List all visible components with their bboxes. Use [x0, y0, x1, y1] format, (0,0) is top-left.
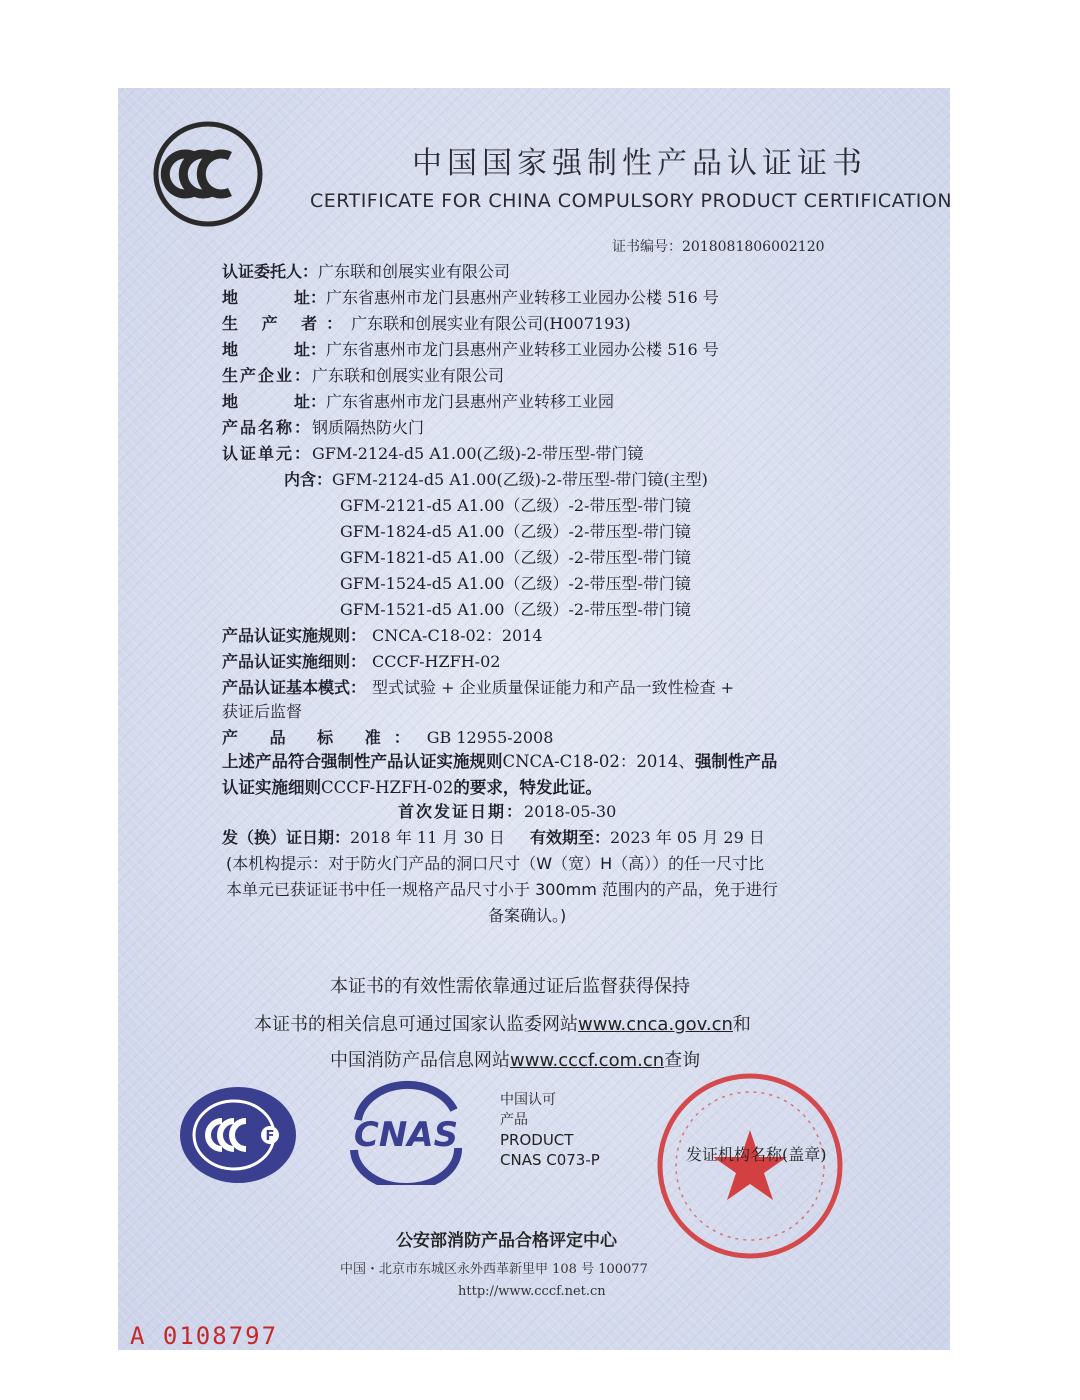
cnas-line: 中国认可 [500, 1092, 556, 1108]
validity-text: 中国消防产品信息网站 [330, 1050, 510, 1071]
content-item: GFM-1521-d5 A1.00（乙级）-2-带压型-带门镜 [340, 600, 691, 619]
producer-address-row [222, 340, 719, 360]
mode-label: 产品认证基本模式： [222, 678, 367, 697]
cccf-link[interactable]: www.cccf.com.cn [510, 1050, 665, 1071]
producer-label: 生 产 者： [222, 314, 352, 333]
expire-date-label: 有效期至： [529, 828, 610, 847]
standard-row [222, 728, 553, 748]
standard-label: 产 品 标 准： [222, 728, 423, 747]
statement-text: 强制性产品 [694, 752, 778, 771]
cnas-line: 产品 [500, 1112, 528, 1128]
validity-line-2 [254, 1010, 751, 1036]
client-value: 广东联和创展实业有限公司 [318, 262, 511, 281]
statement-text: 的要求，特发此证。 [453, 778, 602, 797]
standard-value: GB 12955-2008 [426, 728, 554, 747]
first-issue-value: 2018-05-30 [524, 802, 617, 821]
cnas-accreditation-text [500, 1090, 600, 1170]
producer-address: 广东省惠州市龙门县惠州产业转移工业园办公楼 516 号 [326, 340, 719, 359]
certificate-title-en: CERTIFICATE FOR CHINA COMPULSORY PRODUCT CERTIFICATION [310, 190, 953, 212]
rule-row [222, 626, 543, 646]
content-item: GFM-2121-d5 A1.00（乙级）-2-带压型-带门镜 [340, 496, 691, 515]
note-line-3: 备案确认。) [488, 906, 567, 925]
mode-row [222, 678, 734, 698]
statement-rule-code: CNCA-C18-02：2014、 [502, 752, 695, 771]
detail-label: 产品认证实施细则： [222, 652, 367, 671]
expire-date-value: 2023 年 05 月 29 日 [610, 828, 765, 847]
validity-text: 本证书的相关信息可通过国家认监委网站 [254, 1014, 578, 1035]
statement-detail-code: CCCF-HZFH-02 [321, 778, 454, 797]
cnas-line: PRODUCT [500, 1131, 574, 1149]
serial-number: A 0108797 [130, 1322, 279, 1350]
rule-value: CNCA-C18-02：2014 [372, 626, 543, 645]
red-seal-stamp-icon [652, 1068, 848, 1264]
statement-text: 认证实施细则 [222, 778, 321, 797]
content-label: 内含： [284, 470, 333, 489]
factory-row [222, 366, 504, 386]
client-row [222, 262, 510, 282]
validity-line-1: 本证书的有效性需依靠通过证后监督获得保持 [330, 976, 690, 997]
content-item: GFM-2124-d5 A1.00(乙级)-2-带压型-带门镜(主型) [332, 470, 708, 489]
factory-value: 广东联和创展实业有限公司 [312, 366, 505, 385]
issue-date-value: 2018 年 11 月 30 日 [350, 828, 505, 847]
first-issue-label: 首次发证日期： [398, 802, 525, 821]
mode-value-continued: 获证后监督 [222, 702, 303, 721]
unit-value: GFM-2124-d5 A1.00(乙级)-2-带压型-带门镜 [312, 444, 644, 463]
issue-date-row [222, 828, 765, 848]
validity-line-3 [330, 1046, 700, 1072]
mode-value: 型式试验 + 企业质量保证能力和产品一致性检查 + [372, 678, 735, 697]
product-label: 产品名称： [222, 418, 313, 437]
product-row [222, 418, 424, 438]
address-label-a: 地 [222, 392, 239, 411]
cnas-line: CNAS C073-P [500, 1151, 600, 1169]
product-value: 钢质隔热防火门 [312, 418, 425, 437]
cccf-logo-icon [178, 1085, 298, 1185]
content-row [284, 470, 708, 490]
unit-label: 认证单元： [222, 444, 313, 463]
issue-date-label: 发（换）证日期： [222, 828, 351, 847]
factory-label: 生产企业： [222, 366, 313, 385]
cccf-letter: F [265, 1129, 275, 1144]
address-label-a: 地 [222, 340, 239, 359]
certificate-number: 证书编号：2018081806002120 [612, 239, 825, 255]
certificate-title-cn: 中国国家强制性产品认证证书 [412, 146, 867, 181]
cnas-logo-text: CNAS [353, 1115, 459, 1155]
content-item: GFM-1524-d5 A1.00（乙级）-2-带压型-带门镜 [340, 574, 691, 593]
first-issue-row [398, 802, 616, 822]
statement-text: 上述产品符合强制性产品认证实施规则 [222, 752, 503, 771]
detail-value: CCCF-HZFH-02 [372, 652, 501, 671]
detail-row [222, 652, 500, 672]
note-line-2: 本单元已获证证书中任一规格产品尺寸小于 300mm 范围内的产品，免于进行 [226, 880, 778, 899]
factory-address-row [222, 392, 614, 412]
address-label-b: 址： [293, 340, 326, 359]
statement-line-2 [222, 778, 602, 798]
client-label: 认证委托人： [222, 262, 319, 281]
producer-value: 广东联和创展实业有限公司(H007193) [351, 314, 631, 333]
client-address: 广东省惠州市龙门县惠州产业转移工业园办公楼 516 号 [326, 288, 719, 307]
address-label-b: 址： [293, 288, 326, 307]
cnca-link[interactable]: www.cnca.gov.cn [578, 1014, 733, 1035]
note-line-1: (本机构提示：对于防火门产品的洞口尺寸（W（宽）H（高））的任一尺寸比 [226, 854, 765, 873]
rule-label: 产品认证实施规则： [222, 626, 367, 645]
unit-row [222, 444, 643, 464]
validity-text: 查询 [664, 1050, 701, 1071]
content-item: GFM-1824-d5 A1.00（乙级）-2-带压型-带门镜 [340, 522, 691, 541]
issuing-organization: 公安部消防产品合格评定中心 [396, 1231, 617, 1251]
validity-text: 和 [732, 1014, 751, 1035]
organization-website[interactable]: http://www.cccf.net.cn [458, 1284, 606, 1299]
address-label-a: 地 [222, 288, 239, 307]
client-address-row [222, 288, 719, 308]
address-label-b: 址： [293, 392, 326, 411]
factory-address: 广东省惠州市龙门县惠州产业转移工业园 [326, 392, 615, 411]
statement-line-1 [222, 752, 777, 772]
organization-address: 中国・北京市东城区永外西革新里甲 108 号 100077 [340, 1262, 648, 1277]
seal-caption: 发证机构名称(盖章) [686, 1145, 827, 1164]
cnas-logo-icon [336, 1080, 476, 1185]
ccc-logo-icon [152, 118, 264, 230]
producer-row [222, 314, 631, 334]
content-item: GFM-1821-d5 A1.00（乙级）-2-带压型-带门镜 [340, 548, 691, 567]
